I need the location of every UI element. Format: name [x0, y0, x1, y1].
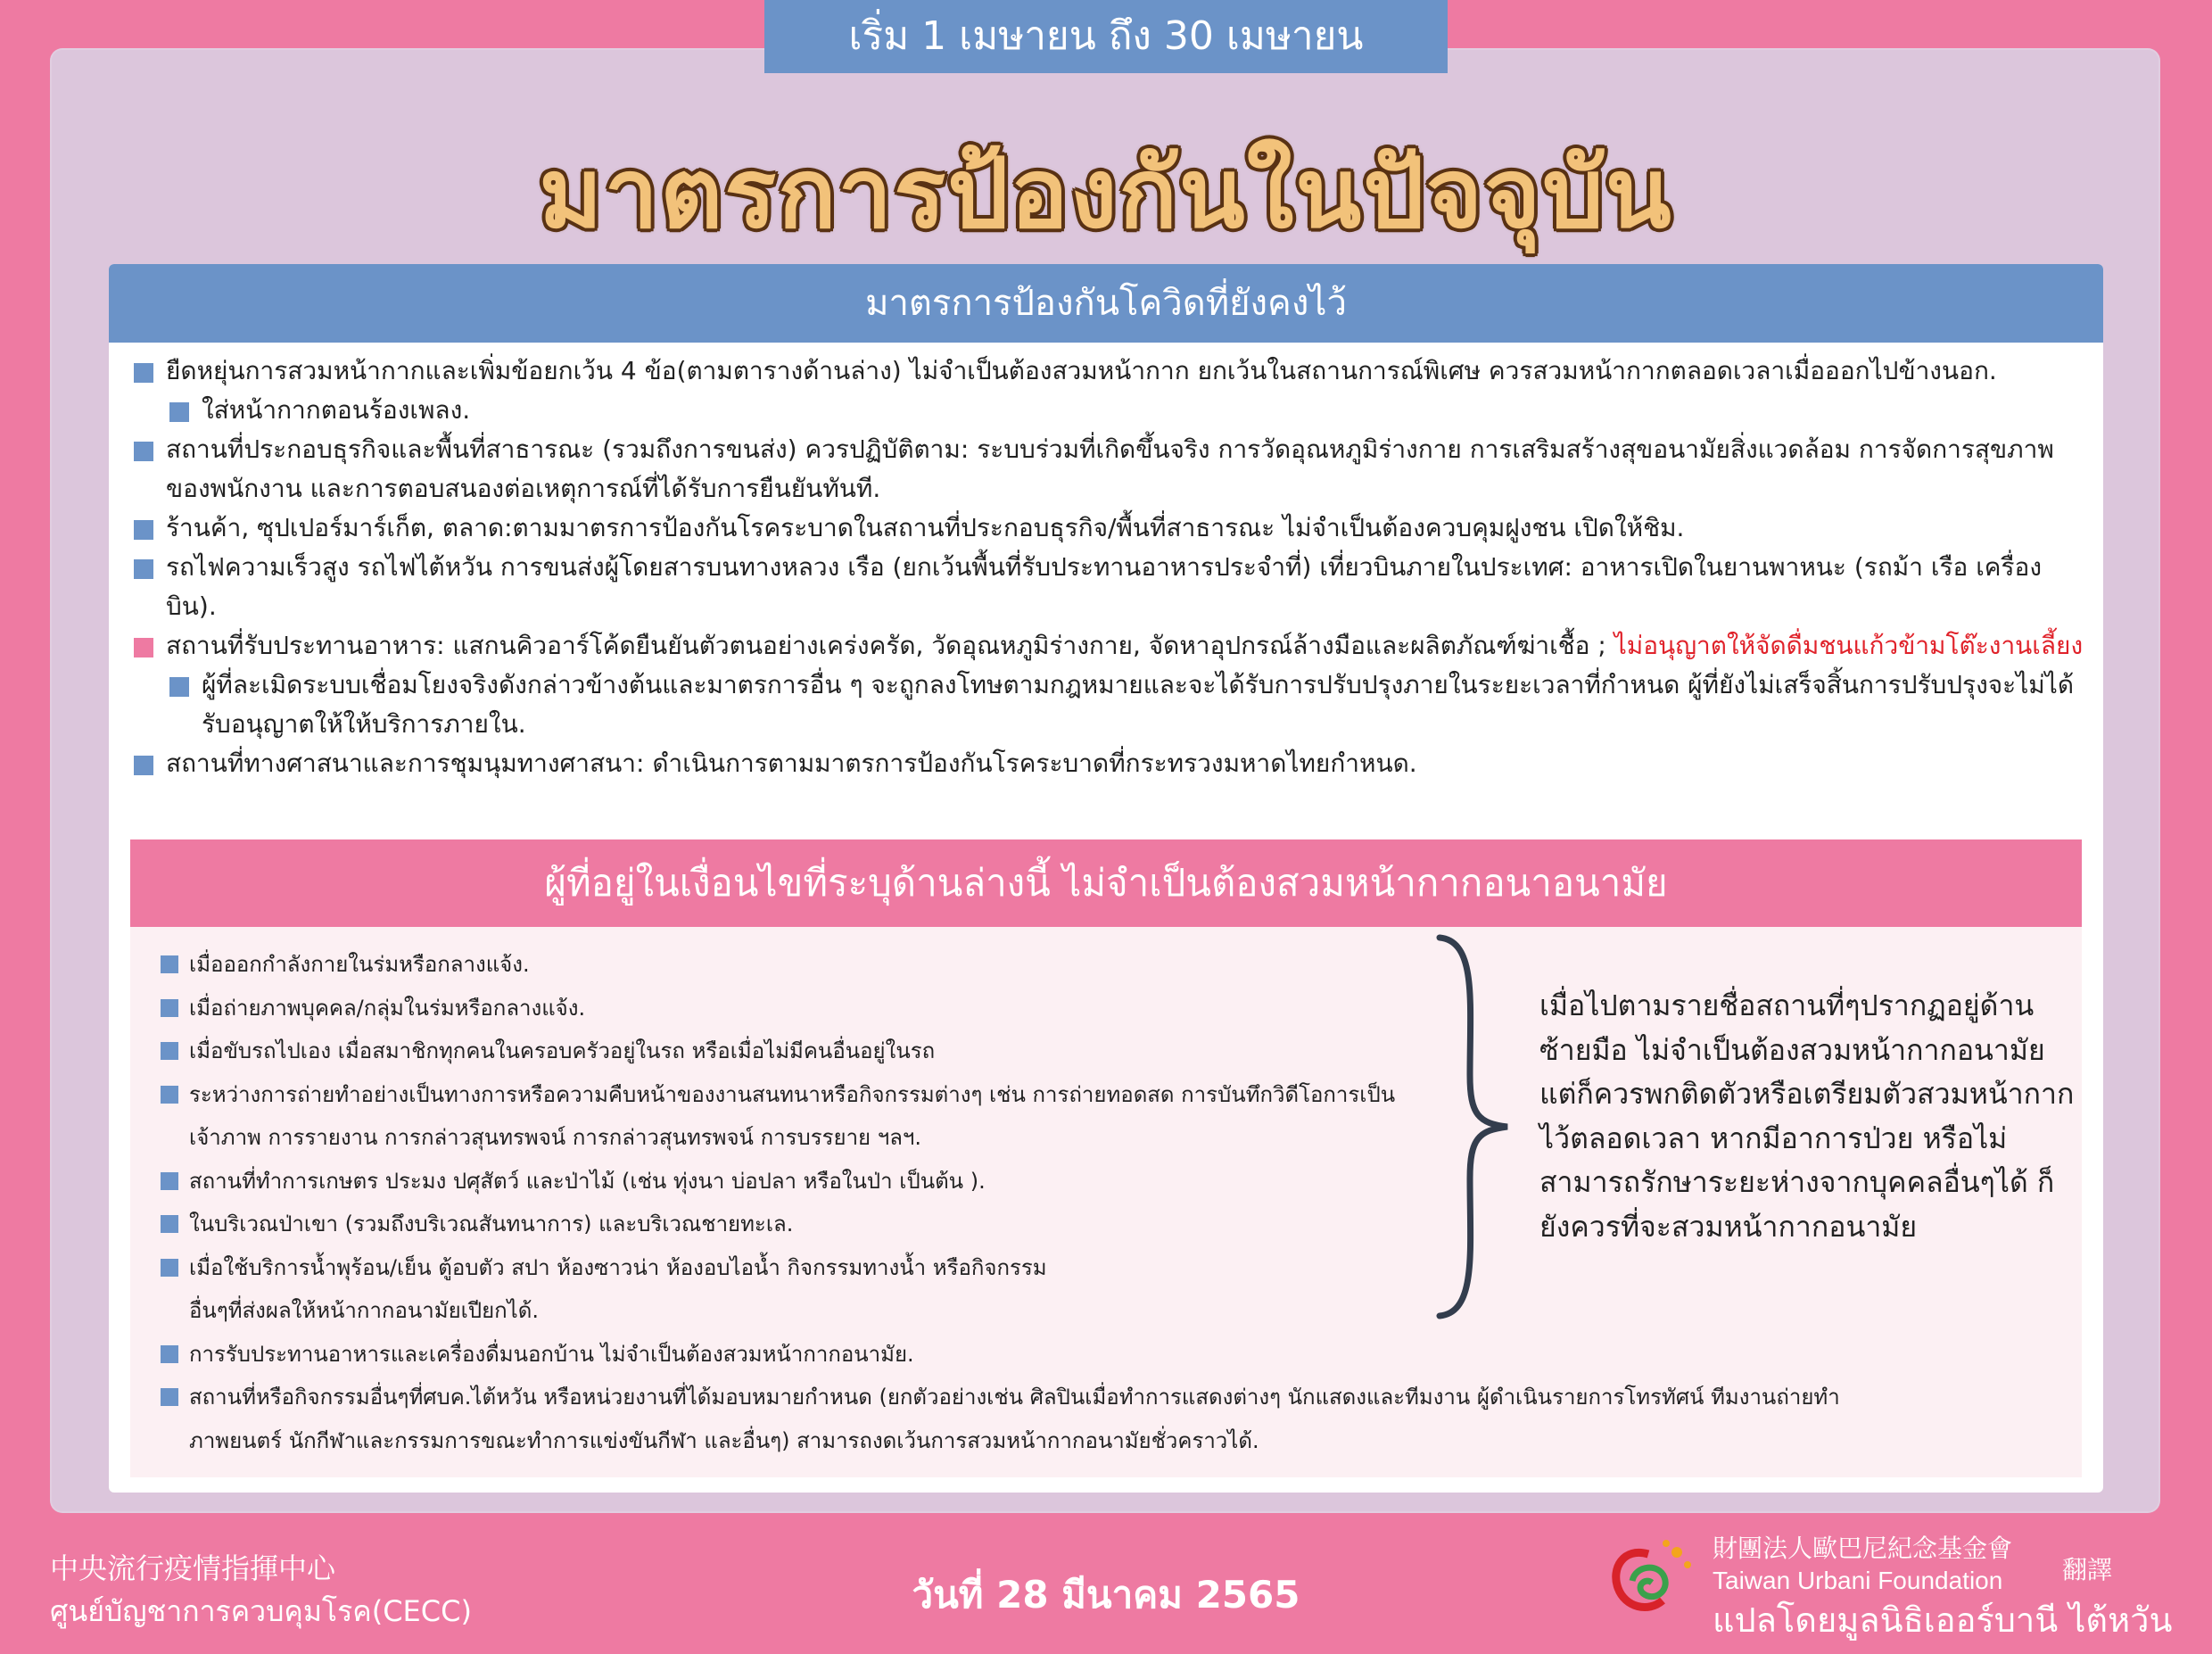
list-item: สถานที่ทำการเกษตร ประมง ปศุสัตว์ และป่าไม้ (เช่น ทุ่งนา บ่อปลา หรือในป่า เป็นต้น ).: [161, 1160, 1409, 1203]
square-bullet-icon: [161, 955, 178, 973]
list-item: รถไฟความเร็วสูง รถไฟไต้หวัน การขนส่งผู้โดยสารบนทางหลวง เรือ (ยกเว้นพื้นที่รับประทานอาหารประจำที่) เที่ยวบินภายในประเทศ: อาหารเปิดในยานพาหนะ (รถม้า เรือ เครื่องบิน).: [134, 548, 2087, 626]
foundation-name-en: Taiwan Urbani Foundation: [1713, 1567, 2003, 1594]
square-bullet-icon: [161, 1259, 178, 1277]
list-item: สถานที่ทางศาสนาและการชุมนุมทางศาสนา: ดำเนินการตามมาตรการป้องกันโรคระบาดที่กระทรวงมหาดไทยกำหนด.: [134, 744, 2087, 783]
square-bullet-icon: [134, 520, 153, 540]
list-item: ร้านค้า, ซุปเปอร์มาร์เก็ต, ตลาด:ตามมาตรการป้องกันโรคระบาดในสถานที่ประกอบธุรกิจ/พื้นที่สาธารณะ ไม่จำเป็นต้องควบคุมฝูงชน เปิดให้ชิม.: [134, 509, 2087, 548]
foundation-logo-icon: [1605, 1538, 1695, 1618]
list-item: เมื่อออกกำลังกายในร่มหรือกลางแจ้ง.: [161, 943, 1409, 987]
list-item: สถานที่รับประทานอาหาร: แสกนคิวอาร์โค้ดยืนยันตัวตนอย่างเคร่งครัด, วัดอุณหภูมิร่างกาย, จัดหาอุปกรณ์ล้างมือและผลิตภัณฑ์ฆ่าเชื้อ ; ไม่อนุญาตให้จัดดื่มชนแก้วข้ามโต๊ะงานเลี้ยง: [134, 626, 2087, 666]
issue-date: วันที่ 28 มีนาคม 2565: [912, 1573, 1300, 1617]
date-range-tab: เริ่ม 1 เมษายน ถึง 30 เมษายน: [764, 0, 1448, 73]
list-item: ใส่หน้ากากตอนร้องเพลง.: [169, 391, 2087, 430]
square-bullet-icon: [161, 1388, 178, 1406]
square-bullet-icon: [161, 1086, 178, 1104]
measures-header: มาตรการป้องกันโควิดที่ยังคงไว้: [109, 264, 2103, 343]
list-item: ยืดหยุ่นการสวมหน้ากากและเพิ่มข้อยกเว้น 4 ข้อ(ตามตารางด้านล่าง) ไม่จำเป็นต้องสวมหน้ากาก ยกเว้นในสถานการณ์พิเศษ ควรสวมหน้ากากตลอดเวลาเมื่อออกไปข้างนอก.: [134, 351, 2087, 391]
square-bullet-icon: [134, 756, 153, 775]
square-bullet-icon: [161, 999, 178, 1017]
foundation-name: [1713, 1533, 2172, 1643]
list-item: สถานที่หรือกิจกรรมอื่นๆที่ศบค.ไต้หวัน หรือหน่วยงานที่ได้มอบหมายกำหนด (ยกตัวอย่างเช่น ศิลปินเมื่อทำการแสดงต่างๆ นักแสดงและทีมงาน ผู้ดำเนินรายการโทรทัศน์ ทีมงานถ่ายทำภาพยนตร์ นักกีฬาและกรรมการขณะทำการแข่งขันกีฬา และอื่นๆ) สามารถงดเว้นการสวมหน้ากากอนามัยชั่วคราวได้.: [161, 1376, 1884, 1462]
translate-label: 翻譯: [2062, 1555, 2113, 1584]
list-item: ระหว่างการถ่ายทำอย่างเป็นทางการหรือความคืบหน้าของงานสนทนาหรือกิจกรรมต่างๆ เช่น การถ่ายทอดสด การบันทึกวิดีโอการเป็นเจ้าภาพ การรายงาน การกล่าวสุนทรพจน์ การกล่าวสุนทรพจน์ การบรรยาย ฯลฯ.: [161, 1073, 1409, 1160]
foundation-name-th: แปลโดยมูลนิธิเออร์บานี ไต้หวัน: [1713, 1600, 2173, 1640]
measures-list: [109, 343, 2103, 783]
square-bullet-icon: [134, 363, 153, 383]
square-bullet-icon: [134, 442, 153, 461]
curly-brace-icon: [1432, 932, 1513, 1321]
measures-card: [109, 264, 2103, 1493]
square-bullet-icon: [134, 559, 153, 579]
exemptions-header: ผู้ที่อยู่ในเงื่อนไขที่ระบุด้านล่างนี้ ไม่จำเป็นต้องสวมหน้ากากอนาอนามัย: [130, 839, 2082, 927]
list-item: ในบริเวณป่าเขา (รวมถึงบริเวณสันทนาการ) และบริเวณชายทะเล.: [161, 1203, 1409, 1246]
page-title: มาตรการป้องกันในปัจจุบัน: [539, 138, 1673, 250]
cecc-name-th: ศูนย์บัญชาการควบคุมโรค(CECC): [50, 1594, 472, 1628]
translator-credit: [1605, 1529, 2173, 1645]
foundation-name-zh: 財團法人歐巴尼紀念基金會: [1713, 1534, 2013, 1563]
exemption-note: เมื่อไปตามรายชื่อสถานที่ๆปรากฏอยู่ด้านซ้ายมือ ไม่จำเป็นต้องสวมหน้ากากอนามัย แต่ก็ควรพกติดตัวหรือเตรียมตัวสวมหน้ากากไว้ตลอดเวลา หากมีอาการป่วย หรือไม่สามารถรักษาระยะห่างจากบุคคลอื่นๆได้ ก็ยังควรที่จะสวมหน้ากากอนามัย: [1539, 988, 2075, 1244]
list-item: ผู้ที่ละเมิดระบบเชื่อมโยงจริงดังกล่าวข้างต้นและมาตรการอื่น ๆ จะถูกลงโทษตามกฎหมายและจะได้รับการปรับปรุงภายในระยะเวลาที่กำหนด ผู้ที่ยังไม่เสร็จสิ้นการปรับปรุงจะไม่ได้รับอนุญาตให้ให้บริการภายใน.: [169, 666, 2087, 744]
square-bullet-icon: [169, 402, 189, 422]
list-item: การรับประทานอาหารและเครื่องดื่มนอกบ้าน ไม่จำเป็นต้องสวมหน้ากากอนามัย.: [161, 1333, 1409, 1377]
square-bullet-icon: [161, 1215, 178, 1233]
banquet-warning: ไม่อนุญาตให้จัดดื่มชนแก้วข้ามโต๊ะงานเลี้ยง: [1614, 631, 2084, 660]
square-bullet-icon: [161, 1172, 178, 1190]
square-bullet-icon: [134, 638, 153, 657]
square-bullet-icon: [169, 677, 189, 697]
list-item: เมื่อถ่ายภาพบุคคล/กลุ่มในร่มหรือกลางแจ้ง.: [161, 987, 1409, 1030]
list-item: เมื่อใช้บริการน้ำพุร้อน/เย็น ตู้อบตัว สปา ห้องซาวน่า ห้องอบไอน้ำ กิจกรรมทางน้ำ หรือกิจกรรมอื่นๆที่ส่งผลให้หน้ากากอนามัยเปียกได้.: [161, 1246, 1081, 1333]
square-bullet-icon: [161, 1042, 178, 1060]
list-item: เมื่อขับรถไปเอง เมื่อสมาชิกทุกคนในครอบครัวอยู่ในรถ หรือเมื่อไม่มีคนอื่นอยู่ในรถ: [161, 1030, 1409, 1073]
cecc-name-zh: 中央流行疫情指揮中心: [50, 1551, 336, 1585]
exemptions-card: [130, 839, 2082, 1477]
list-item: สถานที่ประกอบธุรกิจและพื้นที่สาธารณะ (รวมถึงการขนส่ง) ควรปฏิบัติตาม: ระบบร่วมที่เกิดขึ้นจริง การวัดอุณหภูมิร่างกาย การเสริมสร้างสุขอนามัยสิ่งแวดล้อม การจัดการสุขภาพของพนักงาน และการตอบสนองต่อเหตุการณ์ที่ได้รับการยืนยันทันที.: [134, 430, 2087, 509]
square-bullet-icon: [161, 1345, 178, 1363]
